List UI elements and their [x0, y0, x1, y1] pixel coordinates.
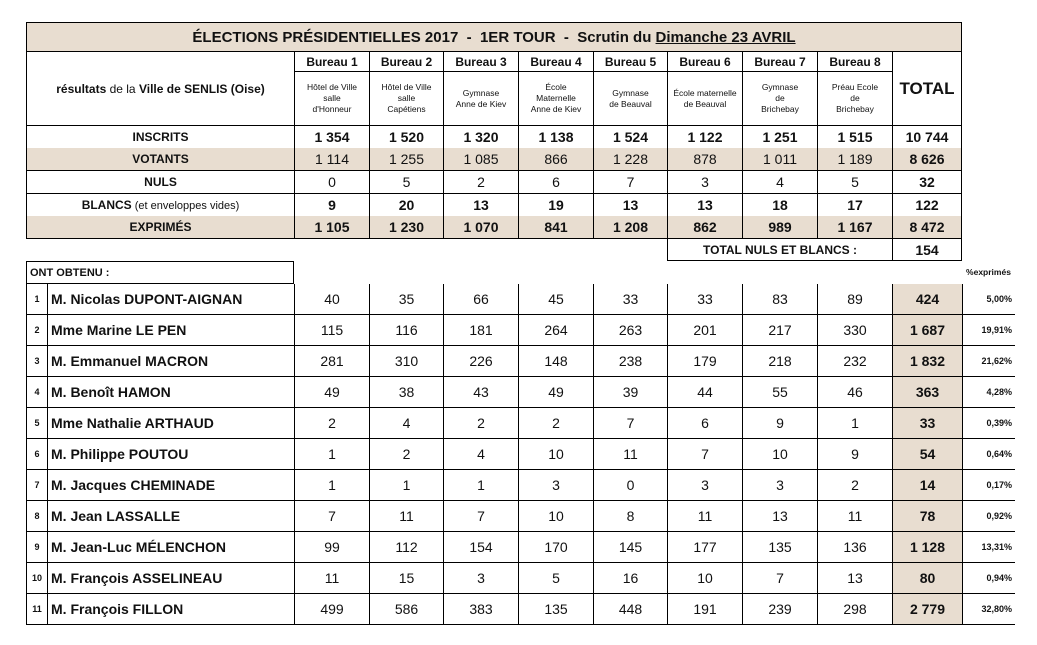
- summary-cell: 1 122: [667, 126, 742, 149]
- summary-cell: 5: [369, 171, 443, 194]
- bureau-location: Hôtel de Ville salle d'Honneur: [294, 72, 369, 126]
- candidate-pct: 0,94%: [962, 563, 1015, 594]
- candidate-cell: 1: [294, 439, 369, 470]
- summary-cell: 1 230: [369, 216, 443, 239]
- candidate-total: 424: [892, 284, 962, 315]
- candidate-number: 3: [26, 346, 47, 377]
- candidate-cell: 2: [443, 408, 518, 439]
- candidate-cell: 9: [742, 408, 817, 439]
- candidate-cell: 226: [443, 346, 518, 377]
- candidate-cell: 154: [443, 532, 518, 563]
- candidate-number: 8: [26, 501, 47, 532]
- candidate-cell: 43: [443, 377, 518, 408]
- bureau-location: Gymnase de Beauval: [593, 72, 667, 126]
- summary-cell: 5: [817, 171, 892, 194]
- bureau-location: École maternelle de Beauval: [667, 72, 742, 126]
- candidate-cell: 7: [667, 439, 742, 470]
- summary-cell: 7: [593, 171, 667, 194]
- summary-cell: 1 524: [593, 126, 667, 149]
- candidate-cell: 179: [667, 346, 742, 377]
- candidate-cell: 99: [294, 532, 369, 563]
- summary-cell: 0: [294, 171, 369, 194]
- candidate-cell: 201: [667, 315, 742, 346]
- candidate-number: 1: [26, 284, 47, 315]
- summary-cell: 3: [667, 171, 742, 194]
- summary-label-text: INSCRITS: [132, 129, 189, 144]
- candidate-number: 11: [26, 594, 47, 625]
- candidate-pct: 0,17%: [962, 470, 1015, 501]
- summary-cell: 866: [518, 148, 593, 171]
- candidate-cell: 55: [742, 377, 817, 408]
- candidate-cell: 330: [817, 315, 892, 346]
- candidate-total: 2 779: [892, 594, 962, 625]
- candidate-cell: 115: [294, 315, 369, 346]
- summary-label: [26, 194, 294, 217]
- summary-cell: 13: [667, 194, 742, 217]
- candidate-cell: 49: [518, 377, 593, 408]
- candidate-cell: 239: [742, 594, 817, 625]
- candidate-total: 363: [892, 377, 962, 408]
- candidate-cell: 4: [443, 439, 518, 470]
- candidate-total: 54: [892, 439, 962, 470]
- summary-cell: 17: [817, 194, 892, 217]
- title-prefix: ÉLECTIONS PRÉSIDENTIELLES 2017 - 1ER TOUR - Scrutin du: [192, 28, 656, 46]
- candidate-number: 7: [26, 470, 47, 501]
- candidate-cell: 7: [294, 501, 369, 532]
- candidate-pct: 19,91%: [962, 315, 1015, 346]
- candidate-total: 1 832: [892, 346, 962, 377]
- summary-cell: 13: [443, 194, 518, 217]
- summary-total: 8 626: [892, 148, 962, 171]
- summary-label-text: VOTANTS: [132, 151, 189, 166]
- candidate-cell: 116: [369, 315, 443, 346]
- candidate-total: 80: [892, 563, 962, 594]
- candidate-cell: 586: [369, 594, 443, 625]
- candidate-cell: 136: [817, 532, 892, 563]
- summary-cell: 18: [742, 194, 817, 217]
- candidate-cell: 5: [518, 563, 593, 594]
- bureau-location: École Maternelle Anne de Kiev: [518, 72, 593, 126]
- city-mid: de la: [106, 81, 139, 96]
- candidate-cell: 13: [817, 563, 892, 594]
- candidate-total: 1 687: [892, 315, 962, 346]
- candidate-cell: 4: [369, 408, 443, 439]
- summary-label-text: NULS: [144, 174, 177, 189]
- candidate-cell: 298: [817, 594, 892, 625]
- candidate-pct: 13,31%: [962, 532, 1015, 563]
- candidate-name: M. Benoît HAMON: [47, 377, 294, 408]
- candidate-cell: 66: [443, 284, 518, 315]
- candidate-cell: 232: [817, 346, 892, 377]
- candidate-cell: 40: [294, 284, 369, 315]
- candidate-cell: 38: [369, 377, 443, 408]
- summary-cell: 4: [742, 171, 817, 194]
- candidate-cell: 3: [518, 470, 593, 501]
- candidate-cell: 10: [667, 563, 742, 594]
- candidate-cell: 3: [443, 563, 518, 594]
- summary-cell: 989: [742, 216, 817, 239]
- summary-cell: 1 105: [294, 216, 369, 239]
- candidate-cell: 499: [294, 594, 369, 625]
- candidate-cell: 13: [742, 501, 817, 532]
- candidate-cell: 35: [369, 284, 443, 315]
- candidate-pct: 32,80%: [962, 594, 1015, 625]
- bureau-name: Bureau 3: [443, 52, 518, 72]
- candidate-cell: 148: [518, 346, 593, 377]
- summary-cell: 9: [294, 194, 369, 217]
- candidate-cell: 7: [593, 408, 667, 439]
- candidate-name: M. François FILLON: [47, 594, 294, 625]
- candidate-cell: 145: [593, 532, 667, 563]
- candidate-cell: 2: [294, 408, 369, 439]
- candidate-pct: 0,64%: [962, 439, 1015, 470]
- candidate-name: M. Jean LASSALLE: [47, 501, 294, 532]
- summary-cell: 1 011: [742, 148, 817, 171]
- candidate-cell: 1: [443, 470, 518, 501]
- candidate-cell: 1: [369, 470, 443, 501]
- bureau-name: Bureau 4: [518, 52, 593, 72]
- nuls-blancs-value: 154: [892, 239, 962, 261]
- candidate-cell: 1: [294, 470, 369, 501]
- candidate-name: M. Jacques CHEMINADE: [47, 470, 294, 501]
- bureau-name: Bureau 8: [817, 52, 892, 72]
- candidate-cell: 263: [593, 315, 667, 346]
- candidate-cell: 10: [742, 439, 817, 470]
- summary-cell: 2: [443, 171, 518, 194]
- summary-label-text: BLANCS: [81, 197, 132, 212]
- candidate-pct: 21,62%: [962, 346, 1015, 377]
- candidate-cell: 44: [667, 377, 742, 408]
- candidate-cell: 45: [518, 284, 593, 315]
- candidate-cell: 217: [742, 315, 817, 346]
- candidate-number: 4: [26, 377, 47, 408]
- candidate-cell: 16: [593, 563, 667, 594]
- candidate-cell: 49: [294, 377, 369, 408]
- city-bold-1: résultats: [56, 81, 107, 96]
- summary-cell: 1 520: [369, 126, 443, 149]
- candidate-cell: 8: [593, 501, 667, 532]
- candidate-total: 78: [892, 501, 962, 532]
- candidate-cell: 33: [593, 284, 667, 315]
- candidate-cell: 11: [593, 439, 667, 470]
- bureau-location: Préau Ecole de Brichebay: [817, 72, 892, 126]
- candidate-cell: 11: [667, 501, 742, 532]
- total-header: TOTAL: [892, 52, 962, 126]
- summary-label: [26, 216, 294, 239]
- bureau-name: Bureau 2: [369, 52, 443, 72]
- summary-cell: 1 189: [817, 148, 892, 171]
- candidate-name: Mme Marine LE PEN: [47, 315, 294, 346]
- candidate-cell: 15: [369, 563, 443, 594]
- summary-cell: 878: [667, 148, 742, 171]
- candidate-cell: 2: [817, 470, 892, 501]
- summary-cell: 1 354: [294, 126, 369, 149]
- candidate-name: M. Emmanuel MACRON: [47, 346, 294, 377]
- candidate-cell: 10: [518, 501, 593, 532]
- summary-label: [26, 126, 294, 149]
- title-date: Dimanche 23 AVRIL: [655, 28, 796, 46]
- summary-cell: 20: [369, 194, 443, 217]
- city-label: [26, 52, 294, 126]
- summary-label: [26, 171, 294, 194]
- summary-cell: 1 114: [294, 148, 369, 171]
- candidate-pct: 5,00%: [962, 284, 1015, 315]
- bureau-name: Bureau 5: [593, 52, 667, 72]
- candidate-cell: 238: [593, 346, 667, 377]
- candidate-cell: 89: [817, 284, 892, 315]
- candidate-cell: 135: [518, 594, 593, 625]
- city-bold-2: Ville de SENLIS (Oise): [138, 81, 265, 96]
- candidate-cell: 383: [443, 594, 518, 625]
- summary-total: 8 472: [892, 216, 962, 239]
- pct-header: %exprimés: [966, 267, 1011, 277]
- candidate-cell: 11: [817, 501, 892, 532]
- candidate-cell: 46: [817, 377, 892, 408]
- bureau-name: Bureau 6: [667, 52, 742, 72]
- candidate-number: 10: [26, 563, 47, 594]
- summary-total: 122: [892, 194, 962, 217]
- candidate-total: 33: [892, 408, 962, 439]
- summary-cell: 1 138: [518, 126, 593, 149]
- page-title: [26, 22, 962, 52]
- summary-cell: 1 251: [742, 126, 817, 149]
- candidate-cell: 7: [742, 563, 817, 594]
- candidate-cell: 281: [294, 346, 369, 377]
- candidate-total: 14: [892, 470, 962, 501]
- candidate-cell: 39: [593, 377, 667, 408]
- candidate-number: 6: [26, 439, 47, 470]
- candidate-name: M. Jean-Luc MÉLENCHON: [47, 532, 294, 563]
- summary-cell: 1 167: [817, 216, 892, 239]
- candidate-number: 5: [26, 408, 47, 439]
- summary-cell: 1 208: [593, 216, 667, 239]
- candidate-cell: 135: [742, 532, 817, 563]
- summary-cell: 13: [593, 194, 667, 217]
- candidate-cell: 448: [593, 594, 667, 625]
- candidate-cell: 3: [667, 470, 742, 501]
- candidate-cell: 112: [369, 532, 443, 563]
- summary-cell: 841: [518, 216, 593, 239]
- candidate-pct: 0,39%: [962, 408, 1015, 439]
- candidate-cell: 2: [518, 408, 593, 439]
- candidate-cell: 177: [667, 532, 742, 563]
- summary-cell: 1 228: [593, 148, 667, 171]
- summary-label-extra: (et enveloppes vides): [131, 199, 240, 212]
- summary-cell: 862: [667, 216, 742, 239]
- candidate-cell: 9: [817, 439, 892, 470]
- candidate-number: 2: [26, 315, 47, 346]
- candidate-name: Mme Nathalie ARTHAUD: [47, 408, 294, 439]
- bureau-name: Bureau 1: [294, 52, 369, 72]
- summary-label-text: EXPRIMÉS: [129, 219, 192, 234]
- candidate-cell: 11: [369, 501, 443, 532]
- summary-cell: 1 085: [443, 148, 518, 171]
- candidate-cell: 7: [443, 501, 518, 532]
- summary-cell: 1 515: [817, 126, 892, 149]
- candidate-name: M. François ASSELINEAU: [47, 563, 294, 594]
- candidate-cell: 170: [518, 532, 593, 563]
- candidate-cell: 83: [742, 284, 817, 315]
- candidate-name: M. Philippe POUTOU: [47, 439, 294, 470]
- candidate-cell: 2: [369, 439, 443, 470]
- bureau-location: Hôtel de Ville salle Capétiens: [369, 72, 443, 126]
- candidate-number: 9: [26, 532, 47, 563]
- summary-cell: 1 070: [443, 216, 518, 239]
- candidate-cell: 0: [593, 470, 667, 501]
- summary-label: [26, 148, 294, 171]
- summary-cell: 19: [518, 194, 593, 217]
- bureau-location: Gymnase Anne de Kiev: [443, 72, 518, 126]
- candidate-cell: 11: [294, 563, 369, 594]
- candidate-cell: 191: [667, 594, 742, 625]
- candidate-cell: 10: [518, 439, 593, 470]
- candidate-cell: 6: [667, 408, 742, 439]
- summary-cell: 1 320: [443, 126, 518, 149]
- candidate-name: M. Nicolas DUPONT-AIGNAN: [47, 284, 294, 315]
- summary-total: 32: [892, 171, 962, 194]
- summary-total: 10 744: [892, 126, 962, 149]
- bureau-location: Gymnase de Brichebay: [742, 72, 817, 126]
- candidate-cell: 264: [518, 315, 593, 346]
- nuls-blancs-label: TOTAL NULS ET BLANCS :: [667, 239, 892, 261]
- bureau-name: Bureau 7: [742, 52, 817, 72]
- candidate-cell: 1: [817, 408, 892, 439]
- candidate-cell: 33: [667, 284, 742, 315]
- candidate-pct: 0,92%: [962, 501, 1015, 532]
- candidate-cell: 218: [742, 346, 817, 377]
- ont-obtenu-label: ONT OBTENU :: [26, 261, 294, 284]
- candidate-cell: 3: [742, 470, 817, 501]
- candidate-cell: 181: [443, 315, 518, 346]
- summary-cell: 1 255: [369, 148, 443, 171]
- summary-cell: 6: [518, 171, 593, 194]
- candidate-total: 1 128: [892, 532, 962, 563]
- candidate-pct: 4,28%: [962, 377, 1015, 408]
- candidate-cell: 310: [369, 346, 443, 377]
